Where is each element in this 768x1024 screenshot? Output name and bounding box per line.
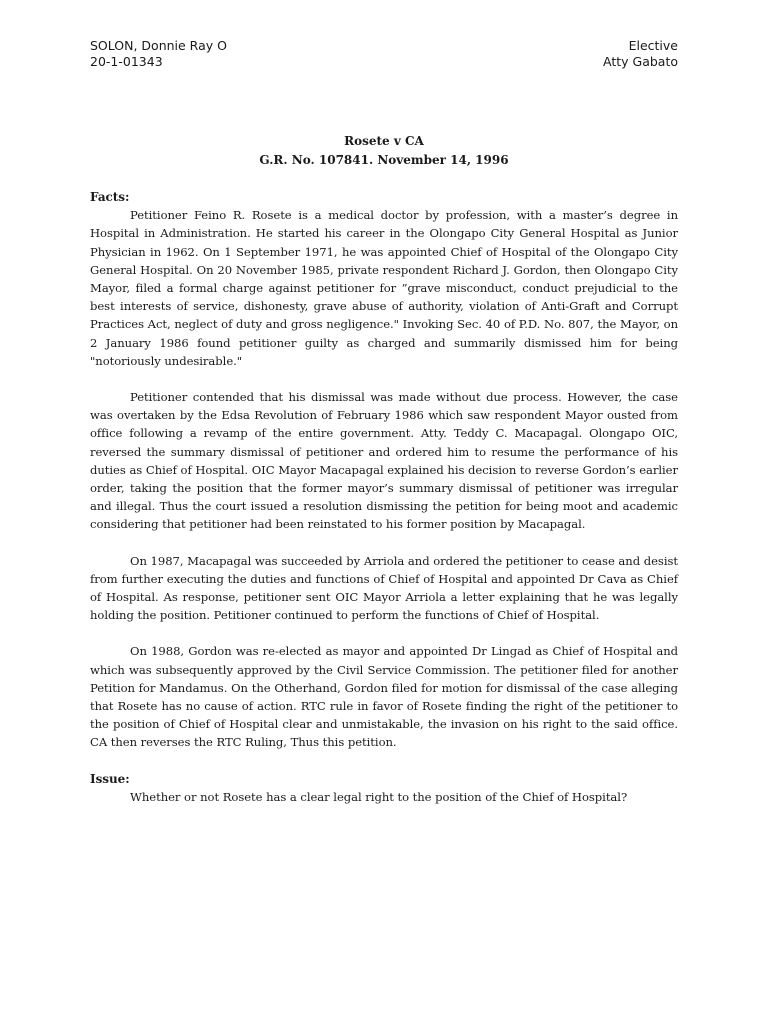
facts-paragraph-3: On 1987, Macapagal was succeeded by Arriola and ordered the petitioner to cease and desist from further executing the duties and functions of Chief of Hospital and appointed Dr Cava as Chief of Hospital. As response, petitioner sent OIC Mayor Arriola a letter explaining that he was legally holding the position. Petitioner continued to perform the functions of Chief of Hospital. — [90, 553, 678, 623]
case-title: Rosete v CA — [344, 134, 424, 148]
facts-paragraph-1: Petitioner Feino R. Rosete is a medical doctor by profession, with a master’s degree in Hospital in Administration. He started his career in the Olongapo City General Hospital as Junior Physician in 1962. On 1 September 1971, he was appointed Chief of Hospital of the Olongapo City General Hospital. On 20 November 1985, private respondent Richard J. Gordon, then Olongapo City Mayor, filed a formal charge against petitioner for ”grave misconduct, conduct prejudicial to the best interests of service, dishonesty, grave abuse of authority, violation of Anti-Graft and Corrupt Practices Act, neglect of duty and gross negligence." Invoking Sec. 40 of P.D. No. 807, the Mayor, on 2 January 1986 found petitioner guilty as charged and summarily dismissed him for being "notoriously undesirable." — [90, 208, 678, 368]
document-body — [90, 188, 678, 806]
case-title-block — [90, 132, 678, 170]
student-id: 20-1-01343 — [90, 54, 163, 69]
document-page — [90, 38, 678, 806]
header-right — [603, 38, 678, 70]
issue-text: Whether or not Rosete has a clear legal right to the position of the Chief of Hospital? — [130, 789, 628, 804]
facts-paragraph-4: On 1988, Gordon was re-elected as mayor and appointed Dr Lingad as Chief of Hospital and which was subsequently approved by the Civil Service Commission. The petitioner filed for another Petition for Mandamus. On the Otherhand, Gordon filed for motion for dismissal of the case alleging that Rosete has no cause of action. RTC rule in favor of Rosete finding the right of the petitioner to the position of Chief of Hospital clear and unmistakable, the invasion on his right to the said office. CA then reverses the RTC Ruling, Thus this petition. — [90, 644, 678, 750]
instructor-name: Atty Gabato — [603, 54, 678, 69]
subject-label: Elective — [628, 38, 678, 53]
author-name: SOLON, Donnie Ray O — [90, 38, 227, 53]
facts-heading: Facts: — [90, 190, 130, 204]
case-citation: G.R. No. 107841. November 14, 1996 — [259, 153, 509, 167]
document-header — [90, 38, 678, 70]
header-left — [90, 38, 227, 70]
facts-paragraph-2: Petitioner contended that his dismissal was made without due process. However, the case was overtaken by the Edsa Revolution of February 1986 which saw respondent Mayor ousted from office following a revamp of the entire government. Atty. Teddy C. Macapagal. Olongapo OIC, reversed the summary dismissal of petitioner and ordered him to resume the performance of his duties as Chief of Hospital. OIC Mayor Macapagal explained his decision to reverse Gordon’s earlier order, taking the position that the former mayor’s summary dismissal of petitioner was irregular and illegal. Thus the court issued a resolution dismissing the petition for being moot and academic considering that petitioner had been reinstated to his former position by Macapagal. — [90, 390, 678, 532]
issue-heading: Issue: — [90, 771, 130, 786]
